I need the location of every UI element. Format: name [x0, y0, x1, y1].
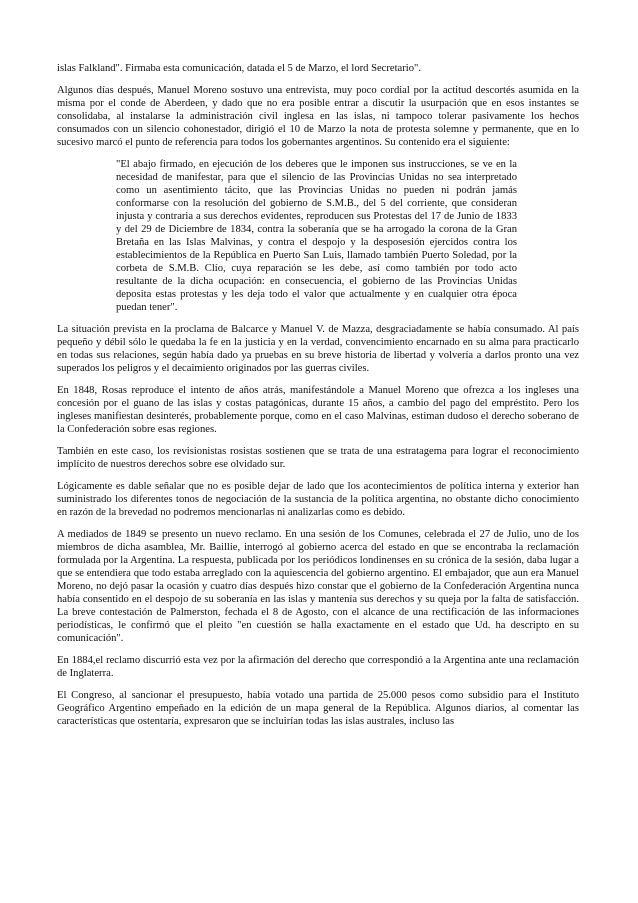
document-page [57, 62, 579, 737]
paragraph-1849-reclamo: A mediados de 1849 se presento un nuevo reclamo. En una sesión de los Comunes, celebrada el 27 de Julio, uno de los miembros de dicha asamblea, Mr. Baillie, interrogó al gobierno acerca del estado en que se encontraba la reclamación formulada por la Argentina. La respuesta, publicada por los periódicos londinenses en su crónica de la sesión, daba lugar a que se entendiera que todo estaba arreglado con la aquiescencia del gobierno argentino. El embajador, que aun era Manuel Moreno, no dejó pasar la ocasión y cuatro días después hizo constar que el gobierno de la Confederación Argentina nunca había consentido en el despojo de su soberanía en las islas y mantenía sus derechos y su queja por la falta de satisfacción. La breve contestación de Palmerston, fechada el 8 de Agosto, con el alcance de una rectificación de las informaciones periodísticas, le confirmó que el pleito "en cuestión se halla exactamente en el estado que Ud. ha descripto en su comunicación". [57, 529, 579, 644]
quote-protest-note: "El abajo firmado, en ejecución de los deberes que le imponen sus instrucciones, se ve en la necesidad de manifestar, para que el silencio de las Provincias Unidas no sea interpretado como un asentimiento tácito, que las Provincias Unidas no pueden ni podrán jamás conformarse con la resolución del gobierno de S.M.B., del 5 del corriente, que consideran injusta y contraria a sus derechos evidentes, reproducen sus Protestas del 17 de Junio de 1833 y del 29 de Diciembre de 1834, contra la soberanía que se ha arrogado la corona de la Gran Bretaña en las Islas Malvinas, y contra el despojo y la desposesión ejercidos contra los establecimientos de la República en Puerto San Luis, llamado también Puerto Soledad, por la corbeta de S.M.B. Clío, cuya reparación se les debe, así como también por todo acto resultante de la dicha ocupación: en consecuencia, el gobierno de las Provincias Unidas deposita estas protestas y les deja todo el valor que actualmente y en cualquier otra época puedan tener". [116, 159, 517, 313]
paragraph-falkland-closing: islas Falkland". Firmaba esta comunicación, datada el 5 de Marzo, el lord Secretario". [57, 63, 422, 74]
paragraph-politica-interna: Lógicamente es dable señalar que no es posible dejar de lado que los acontecimientos de política interna y exterior han suministrado los diferentes tonos de negociación de la sustancia de la política argentina, no obstante dicho conocimiento en razón de la brevedad no podremos mencionarlas ni analizarlas como es debido. [57, 481, 579, 518]
paragraph-congreso-presupuesto: El Congreso, al sancionar el presupuesto, había votado una partida de 25.000 pesos como subsidio para el Instituto Geográfico Argentino empeñado en la edición de un mapa general de la República. Algunos diarios, al comentar las características que ostentaría, expresaron que se incluirían todas las islas australes, incluso las [57, 690, 579, 727]
paragraph-1848-rosas: En 1848, Rosas reproduce el intento de años atrás, manifestándole a Manuel Moreno que ofrezca a los ingleses una concesión por el guano de las islas y costas patagónicas, durante 15 años, a cambio del pago del empréstito. Pero los ingleses manifiestan desinterés, probablemente porque, como en el caso Malvinas, estiman dudoso el derecho soberano de la Confederación sobre esas regiones. [57, 385, 579, 435]
paragraph-revisionistas: También en este caso, los revisionistas rosistas sostienen que se trata de una estratagema para lograr el reconocimiento implícito de nuestros derechos sobre ese olvidado sur. [57, 446, 579, 470]
paragraph-situacion-prevista: La situación prevista en la proclama de Balcarce y Manuel V. de Mazza, desgraciadamente se había consumado. Al país pequeño y débil sólo le quedaba la fe en la justicia y en la verdad, convencimiento encarnado en su alma para practicarlo en todas sus relaciones, según había dado ya pruebas en su breve historia de libertad y volvería a darlos pronto una vez superados los peligros y el decaimiento originados por las guerras civiles. [57, 324, 579, 374]
paragraph-1884-reclamo: En 1884,el reclamo discurrió esta vez por la afirmación del derecho que correspondió a la Argentina ante una reclamación de Inglaterra. [57, 655, 579, 679]
paragraph-moreno-protest-intro: Algunos días después, Manuel Moreno sostuvo una entrevista, muy poco cordial por la actitud descortés asumida en la misma por el conde de Aberdeen, y dado que no era posible entrar a discutir la usurpación que en esos instantes se consolidaba, al instalarse la administración civil inglesa en las islas, ni tampoco tolerar pasivamente los hechos consumados con un silencio cohonestador, dirigió el 10 de Marzo la nota de protesta solemne y permanente, que en lo sucesivo marcó el punto de referencia para todos los gobernantes argentinos. Su contenido era el siguiente: [57, 85, 579, 148]
